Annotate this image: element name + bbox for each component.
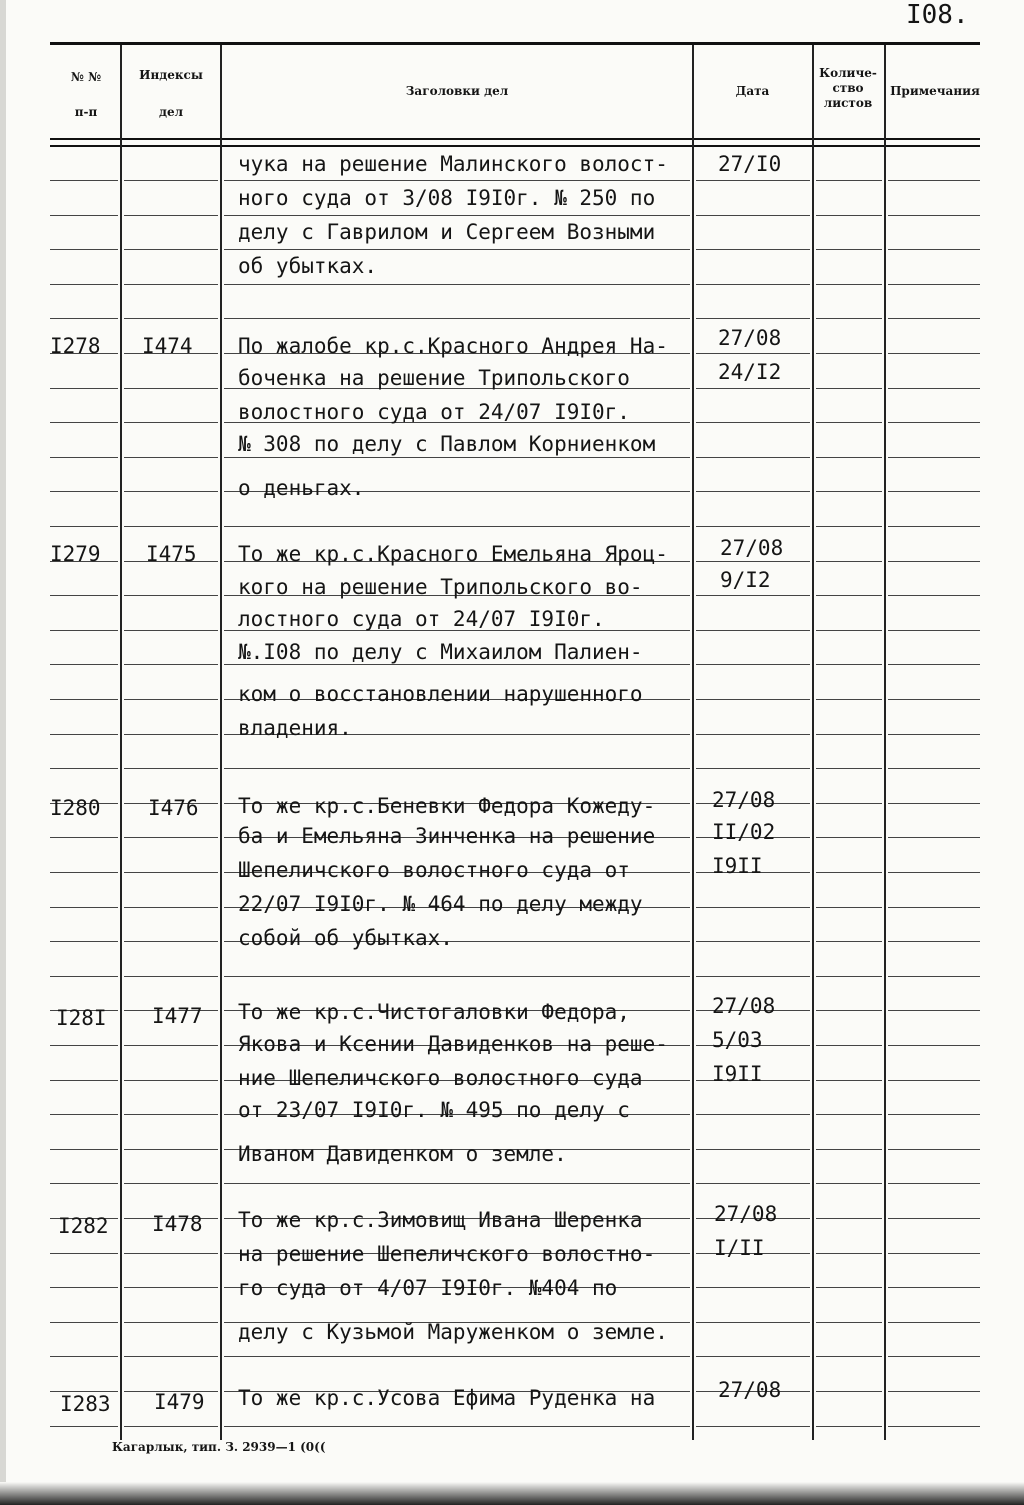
- ruled-line: [124, 872, 218, 873]
- ruled-line: [888, 1218, 980, 1219]
- ruled-line: [816, 803, 882, 804]
- ruled-line: [696, 180, 810, 181]
- entry-3-title-line-5: собой об убытках.: [238, 926, 453, 950]
- entry-6-date-1: 27/08: [718, 1378, 782, 1402]
- ruled-line: [50, 837, 118, 838]
- ruled-line: [816, 1356, 882, 1357]
- ruled-line: [888, 976, 980, 977]
- ruled-line: [816, 457, 882, 458]
- ruled-line: [816, 1149, 882, 1150]
- ruled-line: [124, 1253, 218, 1254]
- ruled-line: [888, 872, 980, 873]
- ruled-line: [50, 1322, 118, 1323]
- ruled-line: [224, 768, 690, 769]
- ruled-line: [888, 249, 980, 250]
- ruled-line: [124, 630, 218, 631]
- entry-6-title-line-1: То же кр.с.Усова Ефима Руденка на: [238, 1386, 656, 1410]
- column-divider-1: [120, 45, 122, 1440]
- column-divider-5: [884, 45, 886, 1440]
- page-number: I08.: [906, 0, 969, 30]
- ruled-line: [816, 595, 882, 596]
- entry-0-title-line-4: об убытках.: [238, 254, 378, 278]
- ruled-line: [888, 941, 980, 942]
- ruled-line: [696, 1426, 810, 1427]
- entry-4-title-line-1: То же кр.с.Чистогаловки Федора,: [238, 1000, 630, 1024]
- entry-2-title-line-4: №.I08 по делу с Михаилом Палиен-: [238, 640, 643, 664]
- entry-3-date-1: 27/08: [712, 788, 776, 812]
- ruled-line: [888, 353, 980, 354]
- ruled-line: [224, 1183, 690, 1184]
- ruled-line: [696, 734, 810, 735]
- ruled-line: [224, 457, 690, 458]
- ruled-line: [50, 1114, 118, 1115]
- entry-1-number: I278: [50, 334, 101, 358]
- ruled-line: [888, 284, 980, 285]
- ruled-line: [124, 907, 218, 908]
- ruled-line: [224, 284, 690, 285]
- ruled-line: [888, 561, 980, 562]
- entry-4-title-line-3: ние Шепеличского волостного суда: [238, 1066, 643, 1090]
- header-index: Индексы дел: [139, 68, 203, 119]
- ruled-line: [696, 976, 810, 977]
- entry-5-number: I282: [58, 1214, 109, 1238]
- ruled-line: [888, 1391, 980, 1392]
- ruled-line: [50, 1287, 118, 1288]
- entry-5-title-line-2: на решение Шепеличского волостно-: [238, 1242, 656, 1266]
- ruled-line: [124, 180, 218, 181]
- ruled-line: [50, 1080, 118, 1081]
- ruled-line: [888, 1426, 980, 1427]
- entry-1-title-line-1: По жалобе кр.с.Красного Андрея На-: [238, 334, 668, 358]
- ruled-line: [888, 734, 980, 735]
- entry-3-title-line-3: Шепеличского волостного суда от: [238, 858, 630, 882]
- ruled-line: [696, 1149, 810, 1150]
- ruled-line: [888, 1322, 980, 1323]
- ruled-line: [888, 1287, 980, 1288]
- ruled-line: [224, 526, 690, 527]
- entry-4-title-line-2: Якова и Ксении Давиденков на реше-: [238, 1032, 668, 1056]
- entry-2-title-line-6: владения.: [238, 716, 352, 740]
- entry-5-date-2: I/II: [714, 1236, 765, 1260]
- ruled-line: [888, 1114, 980, 1115]
- column-divider-3: [692, 45, 694, 1440]
- ruled-line: [816, 1045, 882, 1046]
- ruled-line: [816, 1010, 882, 1011]
- ruled-line: [124, 1356, 218, 1357]
- ruled-line: [888, 422, 980, 423]
- ruled-line: [224, 1356, 690, 1357]
- ruled-line: [224, 664, 690, 665]
- ruled-line: [696, 1356, 810, 1357]
- ruled-line: [888, 318, 980, 319]
- ruled-line: [50, 699, 118, 700]
- ruled-line: [50, 941, 118, 942]
- ruled-line: [816, 388, 882, 389]
- entry-5-title-line-3: го суда от 4/07 I9I0г. №404 по: [238, 1276, 618, 1300]
- ruled-line: [124, 249, 218, 250]
- entry-5-index: I478: [152, 1212, 203, 1236]
- ruled-line: [888, 215, 980, 216]
- entry-1-title-line-3: волостного суда от 24/07 I9I0г.: [238, 400, 630, 424]
- ruled-line: [816, 768, 882, 769]
- entry-4-index: I477: [152, 1004, 203, 1028]
- ruled-line: [124, 699, 218, 700]
- ruled-line: [888, 1149, 980, 1150]
- entry-2-index: I475: [146, 542, 197, 566]
- ruled-line: [50, 1356, 118, 1357]
- ruled-line: [124, 1183, 218, 1184]
- ruled-line: [50, 907, 118, 908]
- ruled-line: [124, 768, 218, 769]
- ruled-line: [50, 457, 118, 458]
- entry-4-date-1: 27/08: [712, 994, 776, 1018]
- ruled-line: [124, 837, 218, 838]
- ruled-line: [224, 249, 690, 250]
- ruled-line: [696, 595, 810, 596]
- ruled-line: [816, 1391, 882, 1392]
- ruled-line: [696, 664, 810, 665]
- ruled-line: [888, 388, 980, 389]
- ruled-line: [50, 249, 118, 250]
- ruled-line: [124, 734, 218, 735]
- ruled-line: [124, 1045, 218, 1046]
- ruled-line: [888, 768, 980, 769]
- ruled-line: [50, 664, 118, 665]
- ruled-line: [50, 976, 118, 977]
- ruled-line: [816, 907, 882, 908]
- ruled-line: [50, 284, 118, 285]
- ruled-line: [816, 353, 882, 354]
- ruled-line: [888, 837, 980, 838]
- ruled-line: [816, 422, 882, 423]
- entry-1-title-line-5: о деньгах.: [238, 476, 365, 500]
- ruled-line: [816, 630, 882, 631]
- entry-4-number: I28I: [56, 1006, 107, 1030]
- ruled-line: [124, 664, 218, 665]
- ruled-line: [50, 734, 118, 735]
- entry-3-title-line-1: То же кр.с.Беневки Федора Кожеду-: [238, 794, 656, 818]
- ruled-line: [50, 1426, 118, 1427]
- ruled-line: [124, 215, 218, 216]
- ruled-line: [888, 1080, 980, 1081]
- entry-1-date-1: 27/08: [718, 326, 782, 350]
- ruled-line: [696, 768, 810, 769]
- header-top-rule: [50, 42, 980, 45]
- ruled-line: [224, 318, 690, 319]
- scan-edge-mark: [0, 0, 6, 1505]
- ruled-line: [124, 1426, 218, 1427]
- ruled-line: [816, 734, 882, 735]
- entry-4-title-line-4: от 23/07 I9I0г. № 495 по делу с: [238, 1098, 630, 1122]
- ruled-line: [888, 526, 980, 527]
- ruled-line: [124, 941, 218, 942]
- ruled-line: [816, 664, 882, 665]
- ruled-line: [888, 1253, 980, 1254]
- entry-0-date-1: 27/I0: [718, 152, 782, 176]
- entry-3-date-3: I9II: [712, 854, 763, 878]
- ruled-line: [816, 699, 882, 700]
- ruled-line: [696, 457, 810, 458]
- ruled-line: [224, 215, 690, 216]
- ruled-line: [50, 180, 118, 181]
- ruled-line: [124, 1322, 218, 1323]
- entry-2-title-line-2: кого на решение Трипольского во-: [238, 575, 643, 599]
- entry-1-title-line-4: № 308 по делу с Павлом Корниенком: [238, 432, 656, 456]
- ruled-line: [816, 1080, 882, 1081]
- ruled-line: [124, 491, 218, 492]
- ruled-line: [696, 907, 810, 908]
- ruled-line: [50, 215, 118, 216]
- ruled-line: [224, 1426, 690, 1427]
- ruled-line: [696, 630, 810, 631]
- ruled-line: [124, 595, 218, 596]
- ruled-line: [124, 1080, 218, 1081]
- entry-2-title-line-3: лостного суда от 24/07 I9I0г.: [238, 607, 605, 631]
- ruled-line: [696, 422, 810, 423]
- ruled-line: [888, 491, 980, 492]
- ruled-line: [816, 318, 882, 319]
- ruled-line: [816, 1253, 882, 1254]
- ruled-line: [816, 1218, 882, 1219]
- ruled-line: [816, 491, 882, 492]
- header-bottom-rule: [50, 138, 980, 140]
- printer-imprint: Кагарлык, тип. З. 2939—1 (0((: [112, 1440, 326, 1454]
- ruled-line: [50, 526, 118, 527]
- header-title: Заголовки дел: [405, 84, 509, 98]
- ruled-line: [816, 215, 882, 216]
- ruled-line: [696, 353, 810, 354]
- ruled-line: [816, 1114, 882, 1115]
- ruled-line: [50, 1149, 118, 1150]
- ruled-line: [816, 249, 882, 250]
- header-notes: Примечания: [890, 84, 980, 98]
- ruled-line: [50, 491, 118, 492]
- ruled-line: [888, 1045, 980, 1046]
- ruled-line: [888, 664, 980, 665]
- entry-0-title-line-3: делу с Гаврилом и Сергеем Возными: [238, 220, 656, 244]
- entry-3-title-line-2: ба и Емельяна Зинченка на решение: [238, 824, 656, 848]
- ruled-line: [50, 1253, 118, 1254]
- ruled-line: [696, 699, 810, 700]
- ruled-line: [50, 630, 118, 631]
- ruled-line: [888, 907, 980, 908]
- ruled-line: [50, 1045, 118, 1046]
- entry-0-title-line-1: чука на решение Малинского волост-: [238, 152, 668, 176]
- ruled-line: [50, 388, 118, 389]
- ruled-line: [696, 318, 810, 319]
- ruled-line: [888, 180, 980, 181]
- ruled-line: [124, 1149, 218, 1150]
- ruled-line: [696, 388, 810, 389]
- entry-2-title-line-1: То же кр.с.Красного Емельяна Яроц-: [238, 542, 668, 566]
- ruled-line: [696, 1183, 810, 1184]
- entry-4-date-2: 5/03: [712, 1028, 763, 1052]
- entry-1-title-line-2: боченка на решение Трипольского: [238, 366, 630, 390]
- ruled-line: [888, 1356, 980, 1357]
- ruled-line: [816, 1287, 882, 1288]
- ruled-line: [696, 941, 810, 942]
- ruled-line: [696, 1114, 810, 1115]
- ruled-line: [696, 284, 810, 285]
- ruled-line: [696, 561, 810, 562]
- ruled-line: [816, 872, 882, 873]
- header-number: № № п-п: [70, 70, 102, 119]
- ruled-line: [50, 1183, 118, 1184]
- ruled-line: [816, 561, 882, 562]
- ruled-line: [124, 1114, 218, 1115]
- ruled-line: [888, 803, 980, 804]
- ruled-line: [224, 180, 690, 181]
- ruled-line: [888, 457, 980, 458]
- ruled-line: [696, 491, 810, 492]
- header-date: Дата: [735, 84, 770, 98]
- ruled-line: [816, 1322, 882, 1323]
- entry-2-number: I279: [50, 542, 101, 566]
- ruled-line: [816, 837, 882, 838]
- entry-3-index: I476: [148, 796, 199, 820]
- ruled-line: [224, 976, 690, 977]
- ruled-line: [816, 284, 882, 285]
- entry-2-title-line-5: ком о восстановлении нарушенного: [238, 682, 643, 706]
- entry-5-date-1: 27/08: [714, 1202, 778, 1226]
- scan-bottom-shadow: [0, 1482, 1024, 1505]
- entry-5-title-line-4: делу с Кузьмой Маруженком о земле.: [238, 1320, 668, 1344]
- entry-3-number: I280: [50, 796, 101, 820]
- entry-4-title-line-5: Иваном Давиденком о земле.: [238, 1142, 567, 1166]
- entry-5-title-line-1: То же кр.с.Зимовищ Ивана Шеренка: [238, 1208, 643, 1232]
- ruled-line: [816, 180, 882, 181]
- entry-4-date-3: I9II: [712, 1062, 763, 1086]
- ruled-line: [888, 595, 980, 596]
- ruled-line: [888, 630, 980, 631]
- entry-2-date-2: 9/I2: [720, 568, 771, 592]
- ruled-line: [696, 526, 810, 527]
- ruled-line: [816, 1426, 882, 1427]
- ruled-line: [124, 284, 218, 285]
- ruled-line: [124, 976, 218, 977]
- ruled-line: [50, 872, 118, 873]
- ruled-line: [696, 1322, 810, 1323]
- ruled-line: [124, 457, 218, 458]
- header-bottom-rule-2: [50, 145, 980, 147]
- ruled-line: [124, 1287, 218, 1288]
- ruled-line: [888, 1010, 980, 1011]
- ruled-line: [696, 1287, 810, 1288]
- header-sheets: Количе- ство листов: [819, 66, 877, 110]
- entry-3-title-line-4: 22/07 I9I0г. № 464 по делу между: [238, 892, 643, 916]
- ruled-line: [124, 526, 218, 527]
- ruled-line: [50, 768, 118, 769]
- entry-1-date-2: 24/I2: [718, 360, 782, 384]
- ruled-line: [50, 422, 118, 423]
- ruled-line: [696, 215, 810, 216]
- ruled-line: [50, 595, 118, 596]
- ruled-line: [816, 976, 882, 977]
- entry-0-title-line-2: ного суда от 3/08 I9I0г. № 250 по: [238, 186, 656, 210]
- entry-1-index: I474: [142, 334, 193, 358]
- entry-3-date-2: II/02: [712, 820, 776, 844]
- column-divider-2: [220, 45, 222, 1440]
- ruled-line: [124, 388, 218, 389]
- ruled-line: [888, 699, 980, 700]
- entry-2-date-1: 27/08: [720, 536, 784, 560]
- ruled-line: [888, 1183, 980, 1184]
- ruled-line: [124, 318, 218, 319]
- column-divider-4: [812, 45, 814, 1440]
- ruled-line: [696, 249, 810, 250]
- ruled-line: [50, 318, 118, 319]
- ruled-line: [816, 941, 882, 942]
- ruled-line: [124, 422, 218, 423]
- entry-6-number: I283: [60, 1392, 111, 1416]
- ruled-line: [816, 1183, 882, 1184]
- entry-6-index: I479: [154, 1390, 205, 1414]
- ruled-line: [816, 526, 882, 527]
